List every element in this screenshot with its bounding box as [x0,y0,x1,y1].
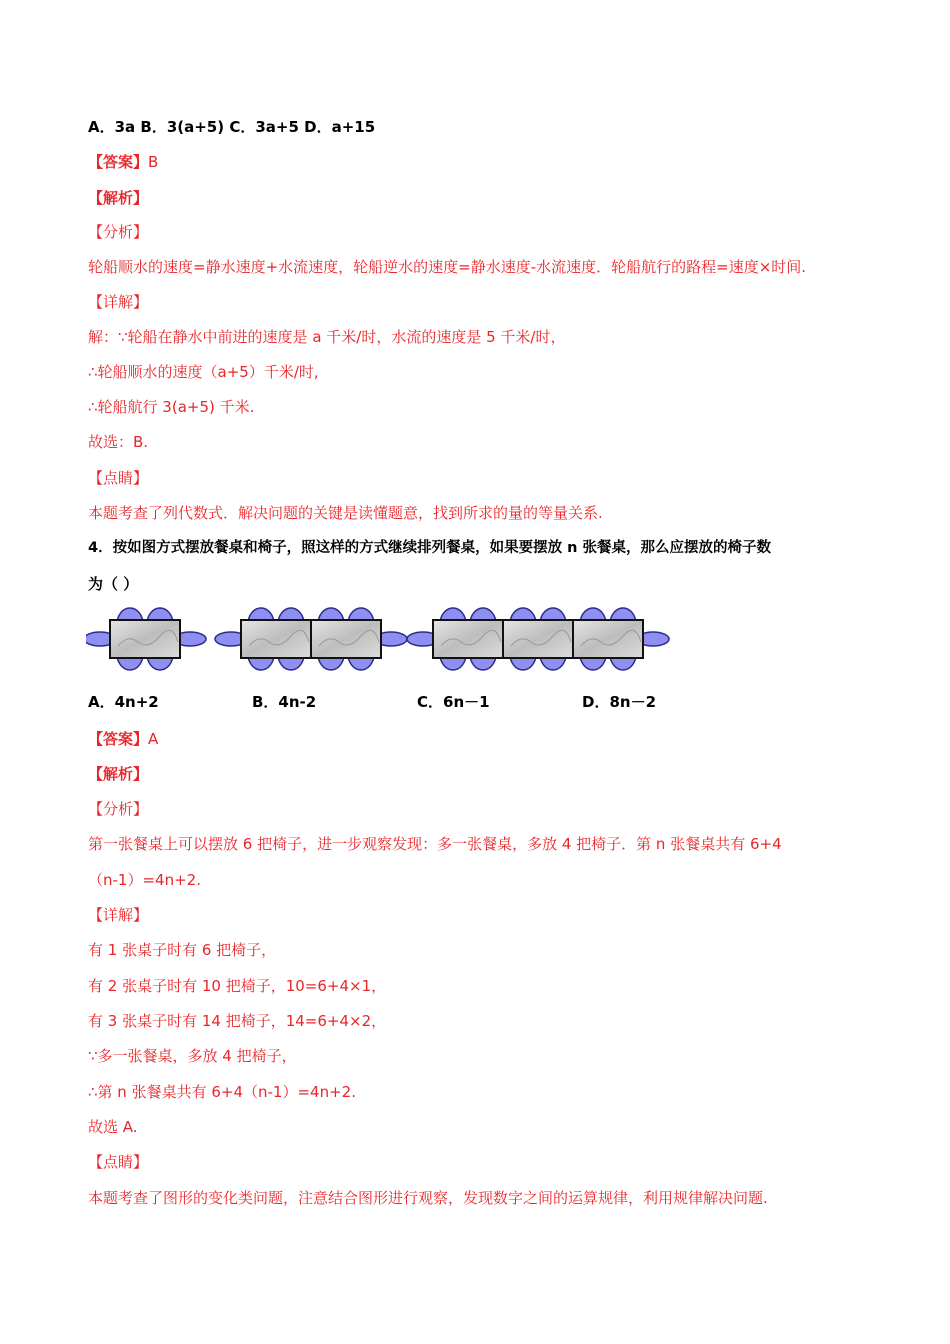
q4-option-d: D．8n－2 [582,693,657,711]
table [311,620,381,658]
q3-step: 故选：B. [88,433,149,451]
q4-dianjing-tag: 【点睛】 [88,1153,149,1171]
q4-step: ∵多一张餐桌，多放 4 把椅子， [88,1047,297,1065]
q3-step: 解：∵轮船在静水中前进的速度是 a 千米/时，水流的速度是 5 千米/时， [88,328,566,346]
q4-answer [88,728,158,750]
q4-fenxi-line1: 第一张餐桌上可以摆放 6 把椅子，进一步观察发现：多一张餐桌，多放 4 把椅子．第 n 张餐桌共有 6+4 [88,835,782,853]
q4-answer-tag: 【答案】 [88,730,149,748]
q4-question-line2: 为（ ） [88,575,139,593]
q3-dianjing-text: 本题考查了列代数式．解决问题的关键是读懂题意，找到所求的量的等量关系. [88,504,603,522]
q4-option-c: C．6n－1 [417,693,490,711]
q3-step: ∴轮船顺水的速度（a+5）千米/时, [88,363,319,381]
q3-fenxi-tag: 【分析】 [88,223,149,241]
q4-analysis-tag: 【解析】 [88,765,149,783]
table [503,620,573,658]
table [573,620,643,658]
q4-option-a: A．4n+2 [88,693,159,711]
q4-answer-value: A [148,730,159,748]
table [433,620,503,658]
table [241,620,311,658]
q3-fenxi-text: 轮船顺水的速度=静水速度+水流速度，轮船逆水的速度=静水速度-水流速度．轮船航行的路程=速度×时间. [88,258,807,276]
q4-step: 有 3 张桌子时有 14 把椅子，14=6+4×2， [88,1012,387,1030]
q4-step: 有 1 张桌子时有 6 把椅子， [88,941,277,959]
q4-question-line1: 4．按如图方式摆放餐桌和椅子，照这样的方式继续排列餐桌，如果要摆放 n 张餐桌，那么应摆放的椅子数 [88,540,772,556]
table [110,620,180,658]
q3-answer-value: B [148,153,159,171]
q4-fenxi-tag: 【分析】 [88,800,149,818]
q3-xiangjie-tag: 【详解】 [88,293,149,311]
q3-answer [88,151,158,173]
q4-option-b: B．4n-2 [252,693,317,711]
q4-step: 有 2 张桌子时有 10 把椅子，10=6+4×1， [88,977,387,995]
q3-options: A．3a B．3(a+5) C．3a+5 D．a+15 [88,118,376,136]
q4-step: ∴第 n 张餐桌共有 6+4（n-1）=4n+2. [88,1083,356,1101]
q4-xiangjie-tag: 【详解】 [88,906,149,924]
q3-step: ∴轮船航行 3(a+5) 千米. [88,398,255,416]
q4-step: 故选 A. [88,1118,138,1136]
q3-answer-tag: 【答案】 [88,153,149,171]
q3-analysis-tag: 【解析】 [88,189,149,207]
q3-dianjing-tag: 【点睛】 [88,469,149,487]
q4-fenxi-line2: （n-1）=4n+2. [88,871,201,889]
q4-dianjing-text: 本题考查了图形的变化类问题，注意结合图形进行观察，发现数字之间的运算规律，利用规律解决问题. [88,1189,768,1207]
tables-chairs-figure [86,604,676,674]
